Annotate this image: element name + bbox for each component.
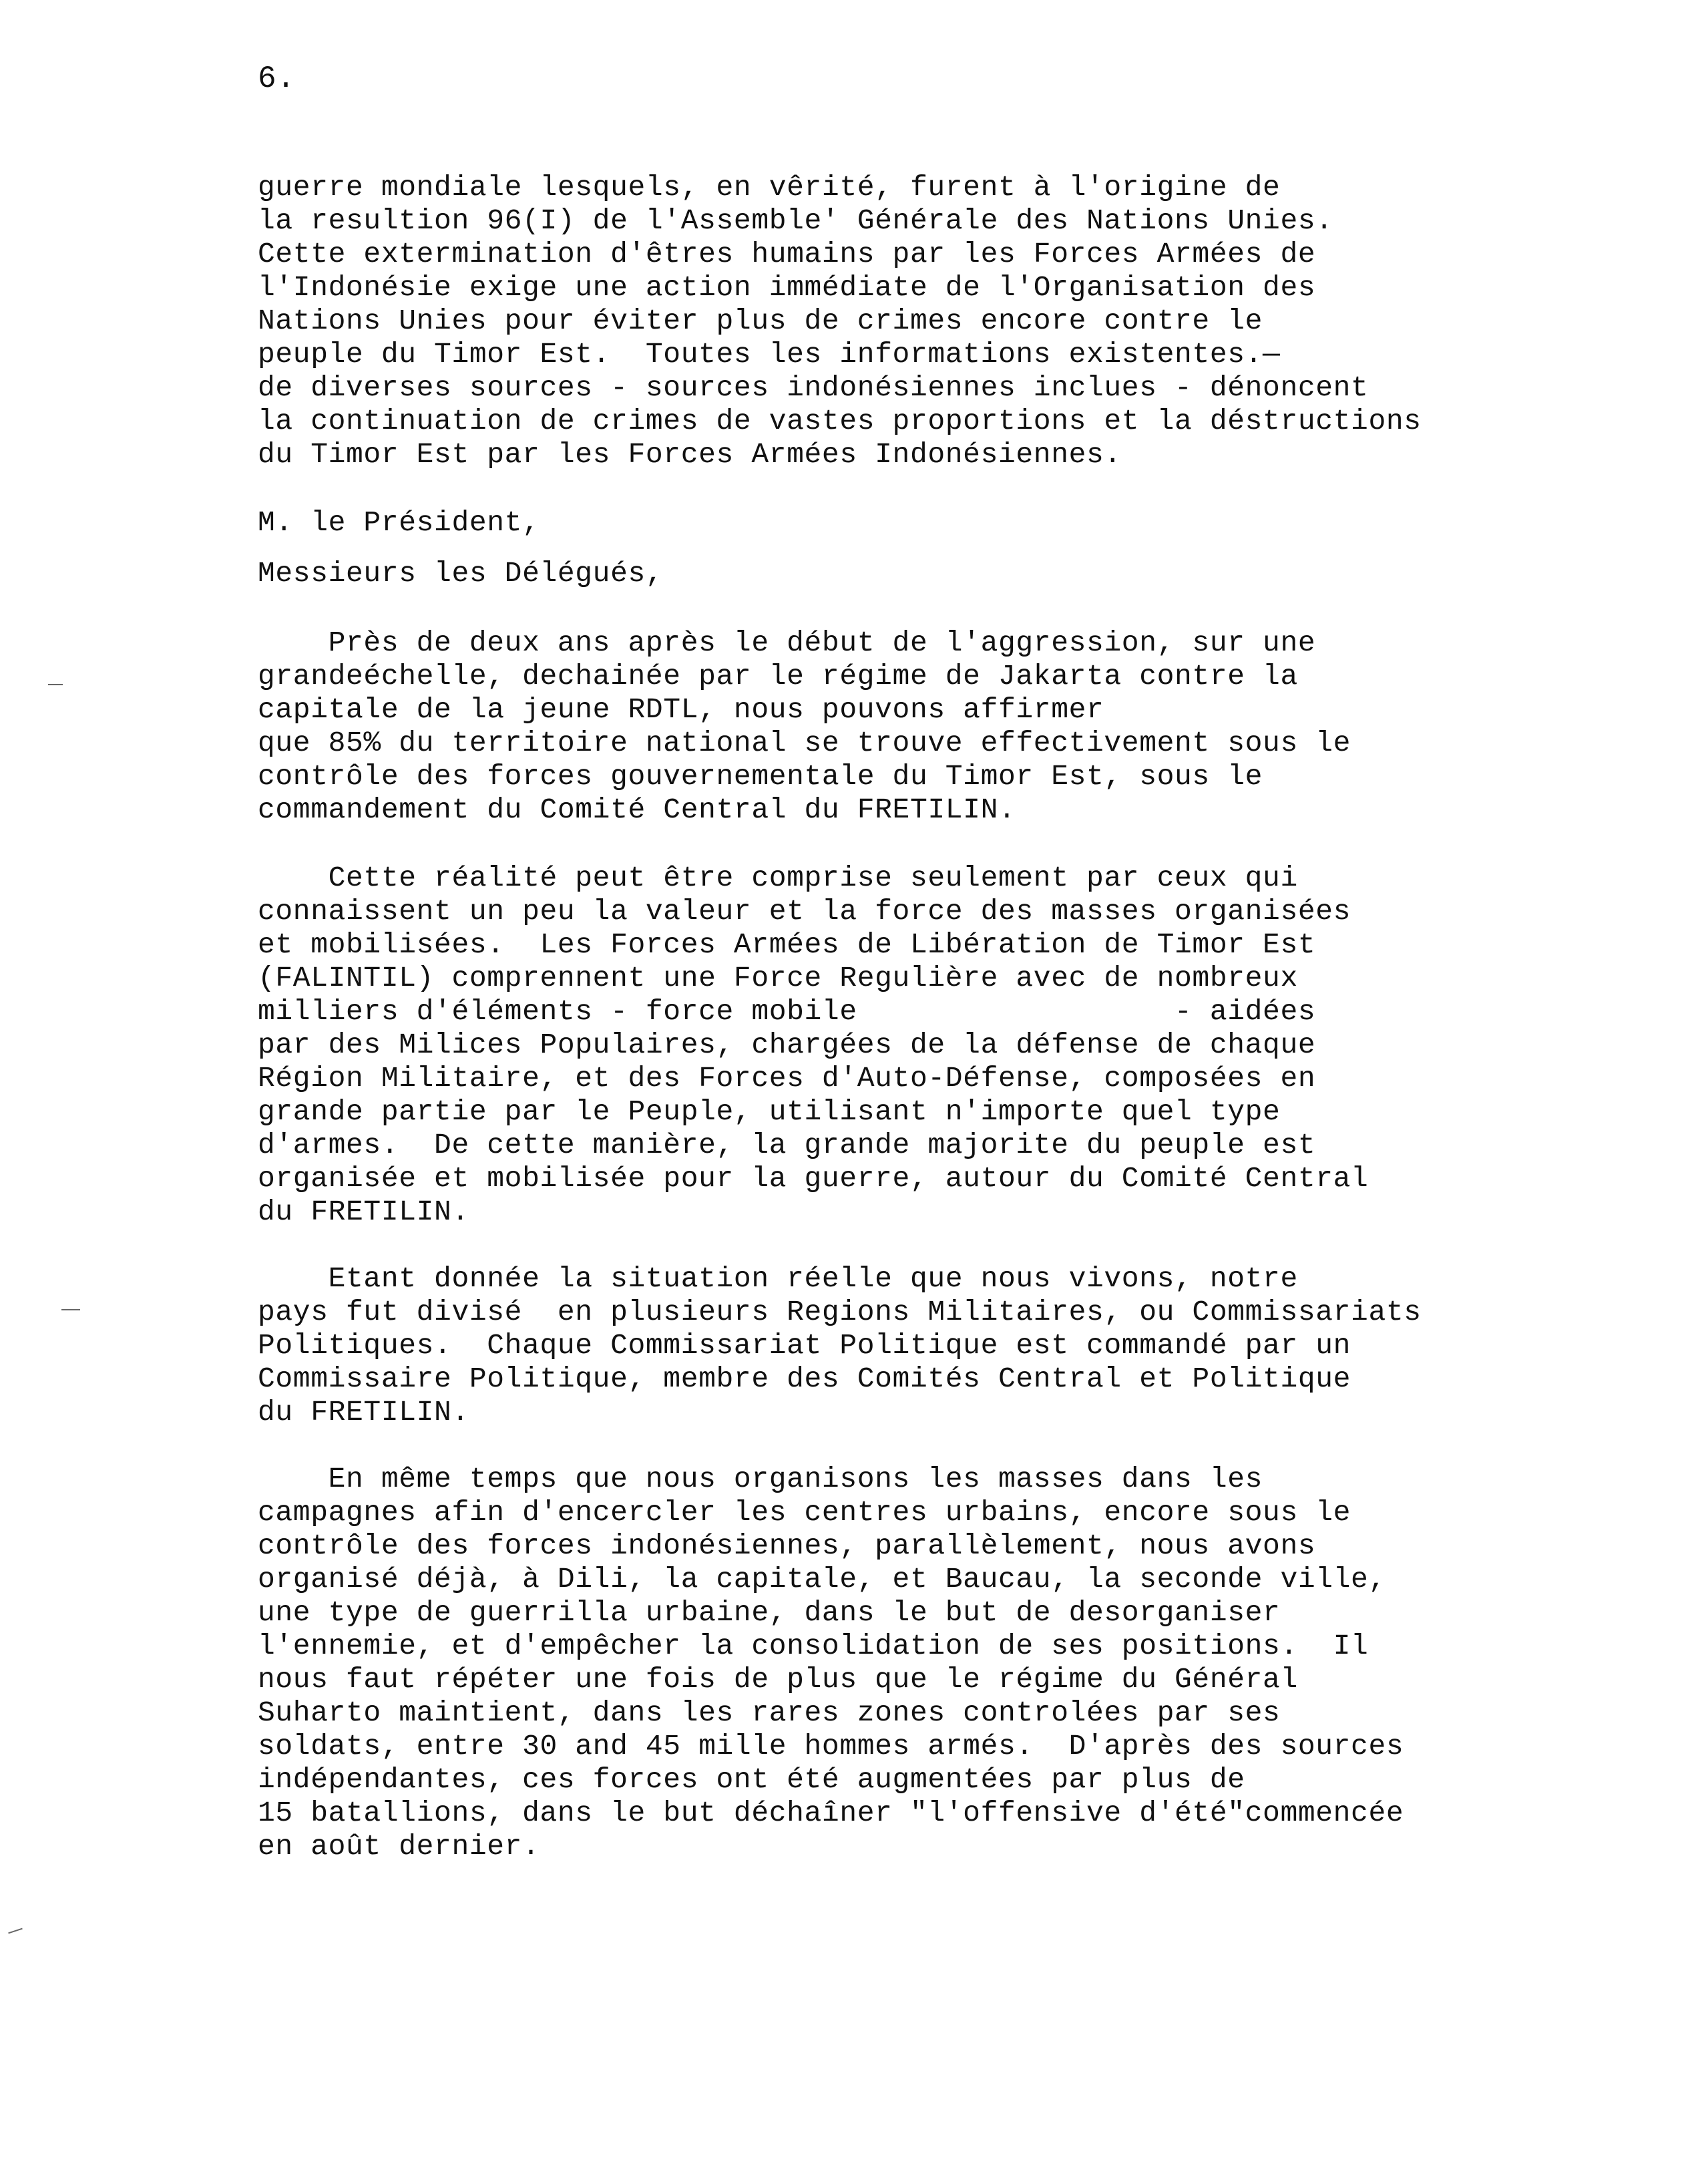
page-number: 6. <box>258 61 296 96</box>
paragraph-5 <box>258 1463 1607 1863</box>
text-line: du FRETILIN. <box>258 1396 469 1429</box>
text-line: organisée et mobilisée pour la guerre, autour du Comité Central <box>258 1162 1369 1195</box>
text-line: capitale de la jeune RDTL, nous pouvons affirmer <box>258 693 1104 726</box>
text-line: En même temps que nous organisons les masses dans les <box>258 1463 1263 1495</box>
text-line: pays fut divisé en plusieurs Regions Militaires, ou Commissariats <box>258 1296 1422 1328</box>
paragraph-2 <box>258 626 1607 827</box>
text-line: peuple du Timor Est. Toutes les informations existentes.— <box>258 338 1281 371</box>
text-line: l'Indonésie exige une action immédiate de l'Organisation des <box>258 271 1316 304</box>
text-line: connaissent un peu la valeur et la force des masses organisées <box>258 895 1351 928</box>
text-line: nous faut répéter une fois de plus que le régime du Général <box>258 1663 1298 1696</box>
text-line: Commissaire Politique, membre des Comités Central et Politique <box>258 1362 1351 1395</box>
text-line: Suharto maintient, dans les rares zones controlées par ses <box>258 1696 1281 1729</box>
paragraph-1 <box>258 171 1607 472</box>
text-line: Près de deux ans après le début de l'aggression, sur une <box>258 626 1316 659</box>
text-line: l'ennemie, et d'empêcher la consolidation de ses positions. Il <box>258 1630 1369 1662</box>
text-line: contrôle des forces gouvernementale du Timor Est, sous le <box>258 760 1263 793</box>
text-line: indépendantes, ces forces ont été augmentées par plus de <box>258 1763 1245 1796</box>
text-line: organisé déjà, à Dili, la capitale, et Baucau, la seconde ville, <box>258 1563 1386 1596</box>
text-line: (FALINTIL) comprennent une Force Regulière avec de nombreux <box>258 962 1298 994</box>
text-line: milliers d'éléments - force mobile - aidées <box>258 995 1316 1028</box>
text-line: d'armes. De cette manière, la grande majorite du peuple est <box>258 1129 1316 1161</box>
text-line: Etant donnée la situation réelle que nous vivons, notre <box>258 1262 1298 1295</box>
text-line: campagnes afin d'encercler les centres urbains, encore sous le <box>258 1496 1351 1529</box>
paragraph-4 <box>258 1262 1607 1429</box>
paragraph-3 <box>258 862 1607 1229</box>
margin-mark <box>61 1309 80 1310</box>
text-line: du FRETILIN. <box>258 1196 469 1228</box>
text-line: et mobilisées. Les Forces Armées de Libération de Timor Est <box>258 928 1316 961</box>
salutation-delegates <box>258 557 1607 590</box>
text-line: Cette réalité peut être comprise seulement par ceux qui <box>258 862 1298 894</box>
text-line: que 85% du territoire national se trouve effectivement sous le <box>258 727 1351 759</box>
text-line: par des Milices Populaires, chargées de la défense de chaque <box>258 1029 1316 1061</box>
margin-mark <box>48 684 63 685</box>
salutation-president <box>258 506 1607 540</box>
text-line: grande partie par le Peuple, utilisant n'importe quel type <box>258 1095 1281 1128</box>
text-line: une type de guerrilla urbaine, dans le but de desorganiser <box>258 1596 1281 1629</box>
text-line: guerre mondiale lesquels, en vêrité, furent à l'origine de <box>258 171 1281 204</box>
text-line: grandeéchelle, dechainée par le régime de Jakarta contre la <box>258 660 1298 693</box>
text-line: Messieurs les Délégués, <box>258 557 664 590</box>
text-line: soldats, entre 30 and 45 mille hommes armés. D'après des sources <box>258 1730 1404 1763</box>
text-line: 15 batallions, dans le but déchaîner "l'offensive d'été"commencée <box>258 1797 1404 1829</box>
text-line: commandement du Comité Central du FRETILIN. <box>258 793 1016 826</box>
margin-mark <box>8 1928 23 1934</box>
text-line: de diverses sources - sources indonésiennes inclues - dénoncent <box>258 371 1369 404</box>
text-line: Nations Unies pour éviter plus de crimes encore contre le <box>258 305 1263 337</box>
text-line: M. le Président, <box>258 506 540 539</box>
text-line: la continuation de crimes de vastes proportions et la déstructions <box>258 405 1422 437</box>
text-line: Politiques. Chaque Commissariat Politique est commandé par un <box>258 1329 1351 1362</box>
text-line: contrôle des forces indonésiennes, parallèlement, nous avons <box>258 1529 1316 1562</box>
text-line: la resultion 96(I) de l'Assemble' Générale des Nations Unies. <box>258 204 1333 237</box>
text-line: Région Militaire, et des Forces d'Auto-Défense, composées en <box>258 1062 1316 1095</box>
text-line: Cette extermination d'êtres humains par les Forces Armées de <box>258 238 1316 270</box>
text-line: du Timor Est par les Forces Armées Indonésiennes. <box>258 438 1122 471</box>
text-line: en août dernier. <box>258 1830 540 1863</box>
